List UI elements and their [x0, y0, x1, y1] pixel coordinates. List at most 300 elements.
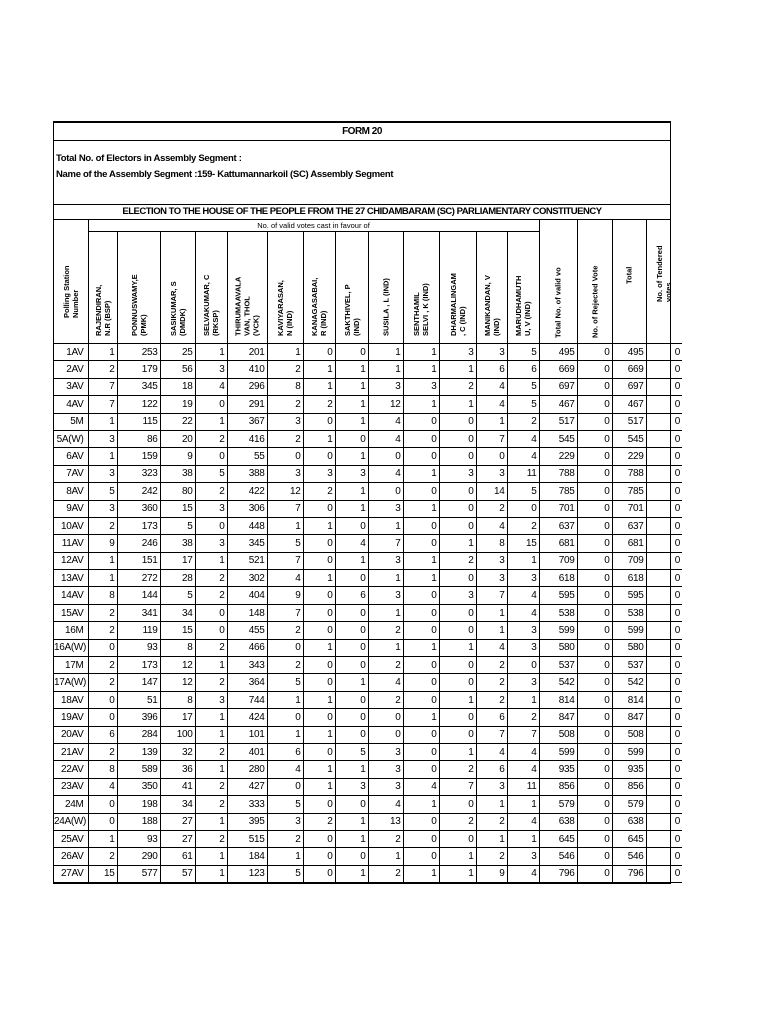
candidate-3-votes-cell: 22: [160, 413, 195, 430]
total-cell: 701: [612, 500, 646, 517]
candidate-5-votes-cell: 333: [227, 796, 267, 813]
candidate-6-votes-cell: 7: [267, 604, 303, 621]
candidate-9-votes-cell: 0: [368, 709, 403, 726]
candidate-12-votes-cell: 0: [476, 448, 507, 465]
total-valid-cell: 814: [539, 691, 577, 708]
total-valid-cell: 580: [539, 639, 577, 656]
candidate-12-votes-cell: 7: [476, 430, 507, 447]
header-candidate-4-label: SELVAKUMAR, C (RKSP): [202, 274, 220, 337]
candidate-10-votes-cell: 0: [403, 848, 439, 865]
candidate-10-votes-cell: 1: [403, 500, 439, 517]
header-candidate-3: [160, 232, 195, 344]
total-valid-cell: 595: [539, 587, 577, 604]
header-candidate-10: [403, 232, 439, 344]
total-cell: 508: [612, 726, 646, 743]
candidate-2-votes-cell: 341: [117, 604, 160, 621]
candidate-2-votes-cell: 188: [117, 813, 160, 830]
polling-station-cell: 7AV: [54, 465, 88, 482]
table-row: [54, 378, 682, 395]
candidate-5-votes-cell: 424: [227, 709, 267, 726]
header-candidate-1: [88, 232, 117, 344]
tendered-cell: 0: [646, 691, 682, 708]
total-valid-cell: 517: [539, 413, 577, 430]
rejected-cell: 0: [577, 396, 612, 413]
candidate-11-votes-cell: 0: [439, 604, 476, 621]
candidate-3-votes-cell: 17: [160, 552, 195, 569]
candidate-9-votes-cell: 0: [368, 726, 403, 743]
candidate-5-votes-cell: 148: [227, 604, 267, 621]
candidate-3-votes-cell: 34: [160, 796, 195, 813]
candidate-7-votes-cell: 2: [303, 396, 335, 413]
candidate-10-votes-cell: 0: [403, 657, 439, 674]
tendered-cell: 0: [646, 726, 682, 743]
candidate-12-votes-cell: 1: [476, 796, 507, 813]
rejected-cell: 0: [577, 465, 612, 482]
table-row: [54, 848, 682, 865]
polling-station-cell: 3AV: [54, 378, 88, 395]
candidate-10-votes-cell: 0: [403, 587, 439, 604]
candidate-11-votes-cell: 0: [439, 448, 476, 465]
total-valid-cell: 599: [539, 622, 577, 639]
tendered-cell: 0: [646, 813, 682, 830]
polling-station-cell: 19AV: [54, 709, 88, 726]
header-candidate-13: [507, 232, 539, 344]
candidate-6-votes-cell: 2: [267, 430, 303, 447]
candidate-7-votes-cell: 0: [303, 796, 335, 813]
polling-station-cell: 8AV: [54, 483, 88, 500]
header-polling-station: [54, 220, 88, 344]
total-valid-cell: 495: [539, 344, 577, 361]
header-valid-votes: No. of valid votes cast in favour of: [88, 220, 539, 232]
total-cell: 638: [612, 813, 646, 830]
candidate-4-votes-cell: 0: [195, 517, 227, 534]
polling-station-cell: 23AV: [54, 778, 88, 795]
candidate-11-votes-cell: 2: [439, 761, 476, 778]
candidate-11-votes-cell: 1: [439, 865, 476, 882]
candidate-1-votes-cell: 0: [88, 796, 117, 813]
candidate-11-votes-cell: 1: [439, 361, 476, 378]
candidate-13-votes-cell: 3: [507, 570, 539, 587]
candidate-7-votes-cell: 0: [303, 413, 335, 430]
candidate-5-votes-cell: 388: [227, 465, 267, 482]
tendered-cell: 0: [646, 552, 682, 569]
candidate-4-votes-cell: 1: [195, 813, 227, 830]
candidate-6-votes-cell: 6: [267, 743, 303, 760]
candidate-6-votes-cell: 4: [267, 761, 303, 778]
table-row: [54, 657, 682, 674]
candidate-4-votes-cell: 0: [195, 396, 227, 413]
candidate-13-votes-cell: 11: [507, 465, 539, 482]
candidate-12-votes-cell: 2: [476, 657, 507, 674]
total-cell: 796: [612, 865, 646, 882]
header-candidate-8-label: SAKTHIVEL, P (IND): [342, 284, 361, 337]
candidate-2-votes-cell: 144: [117, 587, 160, 604]
polling-station-cell: 5M: [54, 413, 88, 430]
candidate-9-votes-cell: 3: [368, 743, 403, 760]
candidate-1-votes-cell: 1: [88, 344, 117, 361]
rejected-cell: 0: [577, 587, 612, 604]
candidate-6-votes-cell: 5: [267, 796, 303, 813]
candidate-2-votes-cell: 198: [117, 796, 160, 813]
candidate-5-votes-cell: 101: [227, 726, 267, 743]
candidate-8-votes-cell: 0: [335, 344, 368, 361]
candidate-12-votes-cell: 6: [476, 761, 507, 778]
rejected-cell: 0: [577, 361, 612, 378]
candidate-7-votes-cell: 0: [303, 448, 335, 465]
candidate-12-votes-cell: 7: [476, 587, 507, 604]
rejected-cell: 0: [577, 413, 612, 430]
candidate-1-votes-cell: 4: [88, 778, 117, 795]
candidate-10-votes-cell: 0: [403, 413, 439, 430]
candidate-2-votes-cell: 350: [117, 778, 160, 795]
candidate-5-votes-cell: 306: [227, 500, 267, 517]
total-cell: 599: [612, 743, 646, 760]
candidate-1-votes-cell: 3: [88, 465, 117, 482]
header-candidate-6: [267, 232, 303, 344]
tendered-cell: 0: [646, 604, 682, 621]
candidate-10-votes-cell: 0: [403, 813, 439, 830]
candidate-3-votes-cell: 12: [160, 674, 195, 691]
candidate-3-votes-cell: 32: [160, 743, 195, 760]
total-cell: 542: [612, 674, 646, 691]
candidate-10-votes-cell: 0: [403, 622, 439, 639]
candidate-7-votes-cell: 0: [303, 344, 335, 361]
candidate-3-votes-cell: 8: [160, 691, 195, 708]
candidate-4-votes-cell: 1: [195, 552, 227, 569]
segment-info: [54, 151, 670, 205]
header-candidate-11-label: DHARMALINGAM , C (IND): [448, 273, 467, 337]
total-valid-cell: 467: [539, 396, 577, 413]
candidate-9-votes-cell: 3: [368, 500, 403, 517]
header-candidate-3-label: SASIKUMAR, S (DMDK): [168, 281, 187, 337]
candidate-3-votes-cell: 9: [160, 448, 195, 465]
candidate-3-votes-cell: 20: [160, 430, 195, 447]
tendered-cell: 0: [646, 587, 682, 604]
candidate-5-votes-cell: 521: [227, 552, 267, 569]
candidate-3-votes-cell: 28: [160, 570, 195, 587]
candidate-5-votes-cell: 280: [227, 761, 267, 778]
table-row: [54, 865, 682, 882]
candidate-3-votes-cell: 56: [160, 361, 195, 378]
candidate-1-votes-cell: 2: [88, 622, 117, 639]
candidate-8-votes-cell: 1: [335, 361, 368, 378]
candidate-12-votes-cell: 7: [476, 726, 507, 743]
table-row: [54, 726, 682, 743]
total-valid-cell: 788: [539, 465, 577, 482]
header-candidate-6-label: KAVIYARASAN, N (IND): [276, 280, 294, 337]
candidate-13-votes-cell: 7: [507, 726, 539, 743]
candidate-4-votes-cell: 1: [195, 761, 227, 778]
candidate-1-votes-cell: 3: [88, 430, 117, 447]
tendered-cell: 0: [646, 570, 682, 587]
tendered-cell: 0: [646, 796, 682, 813]
total-valid-cell: 669: [539, 361, 577, 378]
tendered-cell: 0: [646, 396, 682, 413]
rejected-cell: 0: [577, 344, 612, 361]
rejected-cell: 0: [577, 691, 612, 708]
rejected-cell: 0: [577, 483, 612, 500]
total-cell: 467: [612, 396, 646, 413]
header-total-label: Total: [624, 266, 634, 284]
candidate-8-votes-cell: 1: [335, 396, 368, 413]
candidate-6-votes-cell: 1: [267, 726, 303, 743]
candidate-7-votes-cell: 0: [303, 622, 335, 639]
header-tendered-label: No. of Tendered votes: [655, 245, 674, 302]
polling-station-cell: 27AV: [54, 865, 88, 882]
total-valid-cell: 856: [539, 778, 577, 795]
candidate-8-votes-cell: 0: [335, 622, 368, 639]
candidate-5-votes-cell: 410: [227, 361, 267, 378]
candidate-8-votes-cell: 0: [335, 657, 368, 674]
tendered-cell: 0: [646, 657, 682, 674]
candidate-5-votes-cell: 55: [227, 448, 267, 465]
candidate-12-votes-cell: 6: [476, 709, 507, 726]
header-candidate-4: [195, 232, 227, 344]
candidate-13-votes-cell: 5: [507, 378, 539, 395]
candidate-4-votes-cell: 2: [195, 674, 227, 691]
candidate-6-votes-cell: 0: [267, 639, 303, 656]
candidate-6-votes-cell: 1: [267, 344, 303, 361]
candidate-11-votes-cell: 0: [439, 413, 476, 430]
polling-station-cell: 9AV: [54, 500, 88, 517]
table-row: [54, 535, 682, 552]
total-cell: 229: [612, 448, 646, 465]
candidate-8-votes-cell: 4: [335, 535, 368, 552]
total-cell: 814: [612, 691, 646, 708]
candidate-5-votes-cell: 302: [227, 570, 267, 587]
polling-station-cell: 15AV: [54, 604, 88, 621]
candidate-10-votes-cell: 1: [403, 465, 439, 482]
candidate-3-votes-cell: 38: [160, 465, 195, 482]
tendered-cell: 0: [646, 361, 682, 378]
candidate-12-votes-cell: 3: [476, 465, 507, 482]
candidate-10-votes-cell: 1: [403, 796, 439, 813]
candidate-8-votes-cell: 0: [335, 691, 368, 708]
header-candidate-5: [227, 232, 267, 344]
header-candidate-11: [439, 232, 476, 344]
candidate-7-votes-cell: 1: [303, 361, 335, 378]
tendered-cell: 0: [646, 639, 682, 656]
total-cell: 537: [612, 657, 646, 674]
candidate-10-votes-cell: 1: [403, 552, 439, 569]
candidate-1-votes-cell: 9: [88, 535, 117, 552]
candidate-7-votes-cell: 0: [303, 865, 335, 882]
polling-station-cell: 26AV: [54, 848, 88, 865]
candidate-10-votes-cell: 1: [403, 361, 439, 378]
candidate-2-votes-cell: 345: [117, 378, 160, 395]
total-valid-cell: 796: [539, 865, 577, 882]
candidate-13-votes-cell: 1: [507, 691, 539, 708]
candidate-10-votes-cell: 0: [403, 517, 439, 534]
candidate-8-votes-cell: 1: [335, 483, 368, 500]
tendered-cell: 0: [646, 830, 682, 847]
candidate-2-votes-cell: 396: [117, 709, 160, 726]
candidate-11-votes-cell: 1: [439, 691, 476, 708]
candidate-13-votes-cell: 4: [507, 761, 539, 778]
candidate-1-votes-cell: 2: [88, 657, 117, 674]
candidate-2-votes-cell: 147: [117, 674, 160, 691]
header-candidate-13-label: MARUDHAMUTH U, V (IND): [514, 275, 532, 337]
candidate-7-votes-cell: 1: [303, 639, 335, 656]
candidate-9-votes-cell: 4: [368, 430, 403, 447]
header-candidate-12: [476, 232, 507, 344]
header-candidate-8: [335, 232, 368, 344]
candidate-2-votes-cell: 179: [117, 361, 160, 378]
candidate-6-votes-cell: 3: [267, 413, 303, 430]
candidate-5-votes-cell: 401: [227, 743, 267, 760]
table-row: [54, 500, 682, 517]
candidate-9-votes-cell: 2: [368, 865, 403, 882]
header-candidate-1-label: RAJENDIRAN, N.R (BSP): [93, 284, 112, 337]
total-valid-cell: 579: [539, 796, 577, 813]
candidate-4-votes-cell: 3: [195, 500, 227, 517]
candidate-3-votes-cell: 15: [160, 500, 195, 517]
candidate-13-votes-cell: 3: [507, 848, 539, 865]
candidate-12-votes-cell: 8: [476, 535, 507, 552]
candidate-11-votes-cell: 3: [439, 344, 476, 361]
candidate-1-votes-cell: 7: [88, 396, 117, 413]
candidate-6-votes-cell: 5: [267, 674, 303, 691]
total-cell: 785: [612, 483, 646, 500]
candidate-4-votes-cell: 2: [195, 570, 227, 587]
candidate-4-votes-cell: 2: [195, 430, 227, 447]
candidate-3-votes-cell: 19: [160, 396, 195, 413]
candidate-8-votes-cell: 1: [335, 378, 368, 395]
total-cell: 847: [612, 709, 646, 726]
tendered-cell: 0: [646, 709, 682, 726]
candidate-11-votes-cell: 3: [439, 465, 476, 482]
header-candidate-12-label: MANIKANDAN, V (IND): [482, 275, 501, 337]
polling-station-cell: 1AV: [54, 344, 88, 361]
candidate-6-votes-cell: 12: [267, 483, 303, 500]
rejected-cell: 0: [577, 500, 612, 517]
candidate-11-votes-cell: 0: [439, 430, 476, 447]
candidate-6-votes-cell: 1: [267, 517, 303, 534]
candidate-8-votes-cell: 1: [335, 552, 368, 569]
candidate-13-votes-cell: 4: [507, 865, 539, 882]
candidate-9-votes-cell: 4: [368, 796, 403, 813]
candidate-11-votes-cell: 0: [439, 796, 476, 813]
rejected-cell: 0: [577, 813, 612, 830]
total-valid-cell: 709: [539, 552, 577, 569]
candidate-6-votes-cell: 5: [267, 535, 303, 552]
candidate-2-votes-cell: 284: [117, 726, 160, 743]
candidate-7-votes-cell: 0: [303, 552, 335, 569]
candidate-11-votes-cell: 1: [439, 639, 476, 656]
candidate-5-votes-cell: 515: [227, 830, 267, 847]
candidate-5-votes-cell: 364: [227, 674, 267, 691]
polling-station-cell: 21AV: [54, 743, 88, 760]
candidate-13-votes-cell: 3: [507, 674, 539, 691]
table-row: [54, 674, 682, 691]
candidate-13-votes-cell: 5: [507, 344, 539, 361]
candidate-10-votes-cell: 0: [403, 604, 439, 621]
candidate-4-votes-cell: 1: [195, 344, 227, 361]
candidate-13-votes-cell: 15: [507, 535, 539, 552]
candidate-4-votes-cell: 3: [195, 361, 227, 378]
rejected-cell: 0: [577, 865, 612, 882]
candidate-7-votes-cell: 0: [303, 743, 335, 760]
candidate-3-votes-cell: 61: [160, 848, 195, 865]
candidate-9-votes-cell: 2: [368, 657, 403, 674]
total-valid-cell: 229: [539, 448, 577, 465]
total-cell: 709: [612, 552, 646, 569]
candidate-11-votes-cell: 3: [439, 587, 476, 604]
candidate-4-votes-cell: 2: [195, 743, 227, 760]
candidate-3-votes-cell: 5: [160, 517, 195, 534]
tendered-cell: 0: [646, 674, 682, 691]
candidate-6-votes-cell: 5: [267, 865, 303, 882]
candidate-12-votes-cell: 2: [476, 674, 507, 691]
table-row: [54, 691, 682, 708]
total-cell: 546: [612, 848, 646, 865]
candidate-12-votes-cell: 2: [476, 848, 507, 865]
total-cell: 595: [612, 587, 646, 604]
tendered-cell: 0: [646, 761, 682, 778]
candidate-4-votes-cell: 5: [195, 465, 227, 482]
candidate-8-votes-cell: 1: [335, 830, 368, 847]
candidate-7-votes-cell: 0: [303, 535, 335, 552]
candidate-1-votes-cell: 2: [88, 361, 117, 378]
form20-sheet: [53, 121, 681, 884]
candidate-9-votes-cell: 3: [368, 778, 403, 795]
table-row: [54, 761, 682, 778]
total-valid-cell: 785: [539, 483, 577, 500]
rejected-cell: 0: [577, 726, 612, 743]
candidate-5-votes-cell: 367: [227, 413, 267, 430]
polling-station-cell: 24A(W): [54, 813, 88, 830]
candidate-9-votes-cell: 13: [368, 813, 403, 830]
candidate-13-votes-cell: 6: [507, 361, 539, 378]
candidate-6-votes-cell: 1: [267, 691, 303, 708]
rejected-cell: 0: [577, 674, 612, 691]
total-cell: 495: [612, 344, 646, 361]
total-cell: 697: [612, 378, 646, 395]
candidate-4-votes-cell: 2: [195, 639, 227, 656]
candidate-5-votes-cell: 291: [227, 396, 267, 413]
candidate-10-votes-cell: 0: [403, 691, 439, 708]
candidate-4-votes-cell: 2: [195, 483, 227, 500]
candidate-11-votes-cell: 0: [439, 483, 476, 500]
rejected-cell: 0: [577, 761, 612, 778]
header-candidate-2-label: PONNUSWAMY,E (PMK): [129, 274, 148, 337]
candidate-2-votes-cell: 86: [117, 430, 160, 447]
candidate-6-votes-cell: 3: [267, 465, 303, 482]
candidate-10-votes-cell: 1: [403, 570, 439, 587]
candidate-7-votes-cell: 0: [303, 709, 335, 726]
candidate-11-votes-cell: 7: [439, 778, 476, 795]
tendered-cell: 0: [646, 622, 682, 639]
candidate-5-votes-cell: 404: [227, 587, 267, 604]
candidate-13-votes-cell: 11: [507, 778, 539, 795]
candidate-4-votes-cell: 1: [195, 709, 227, 726]
candidate-1-votes-cell: 1: [88, 830, 117, 847]
tendered-cell: 0: [646, 535, 682, 552]
total-cell: 788: [612, 465, 646, 482]
candidate-4-votes-cell: 1: [195, 726, 227, 743]
candidate-11-votes-cell: 0: [439, 674, 476, 691]
total-valid-cell: 701: [539, 500, 577, 517]
candidate-8-votes-cell: 3: [335, 465, 368, 482]
candidate-11-votes-cell: 0: [439, 830, 476, 847]
total-valid-cell: 542: [539, 674, 577, 691]
candidate-8-votes-cell: 0: [335, 796, 368, 813]
candidate-7-votes-cell: 0: [303, 604, 335, 621]
rejected-cell: 0: [577, 830, 612, 847]
total-valid-cell: 508: [539, 726, 577, 743]
candidate-13-votes-cell: 5: [507, 483, 539, 500]
candidate-9-votes-cell: 2: [368, 691, 403, 708]
